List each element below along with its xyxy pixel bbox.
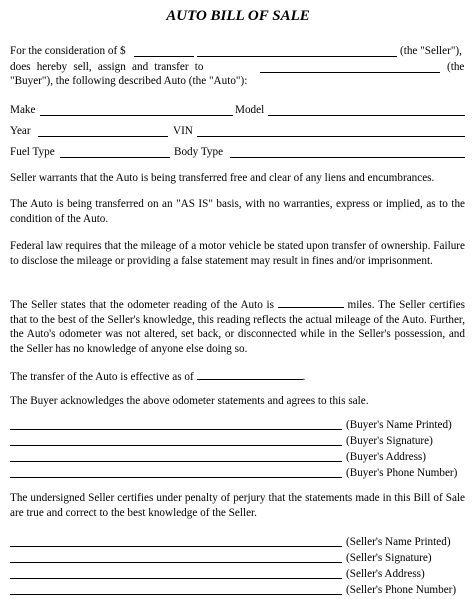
model-label: Model (235, 104, 265, 116)
effective-date-field[interactable] (197, 368, 303, 380)
transfer-label: does hereby sell, assign and transfer to (10, 61, 204, 73)
seller-signature-line[interactable] (10, 562, 342, 563)
effective-paragraph: The transfer of the Auto is effective as of . (10, 368, 465, 385)
certify-paragraph: The undersigned Seller certifies under penalty of perjury that the statements made in this Bill of Sale are true and correct to the best knowledge of the Seller. (10, 492, 465, 519)
auto-description-label: "Buyer"), the following described Auto (the "Auto"): (10, 75, 248, 87)
odometer-text-start: The Seller states that the odometer reading of the Auto is (10, 299, 275, 311)
odometer-reading-field[interactable] (278, 296, 344, 308)
consideration-line-2 (10, 60, 465, 75)
year-vin-row (10, 124, 465, 139)
vin-label: VIN (173, 125, 193, 137)
buyer-signature-line[interactable] (10, 445, 342, 446)
year-field[interactable] (38, 136, 168, 137)
price-field[interactable] (134, 56, 194, 57)
vin-field[interactable] (197, 136, 465, 137)
buyer-name-printed-label: (Buyer's Name Printed) (346, 419, 452, 431)
consideration-label: For the consideration of $ (10, 45, 126, 57)
buyer-signature-label: (Buyer's Signature) (346, 435, 433, 447)
fuel-body-row (10, 145, 465, 160)
buyer-address-line[interactable] (10, 461, 342, 462)
make-field[interactable] (40, 115, 233, 116)
buyer-name-field[interactable] (260, 72, 440, 73)
seller-phone-label: (Seller's Phone Number) (346, 584, 457, 596)
year-label: Year (10, 125, 31, 137)
seller-name-printed-line[interactable] (10, 546, 342, 547)
odometer-paragraph (10, 296, 465, 356)
make-label: Make (10, 104, 36, 116)
fuel-type-field[interactable] (60, 157, 170, 158)
consideration-line-1 (10, 44, 465, 59)
odometer-text-end: miles. The Seller certifies that to the best of the Seller's knowledge, this reading reflects the actual mileage of the Auto. Further, the Auto's odometer was not altered, set back, or disconnected while in the Seller's possession, and the Seller has no knowledge of anyone else doing so. (10, 299, 466, 355)
seller-name-printed-label: (Seller's Name Printed) (346, 536, 451, 548)
seller-signature-label: (Seller's Signature) (346, 552, 432, 564)
make-model-row (10, 103, 465, 118)
seller-phone-line[interactable] (10, 594, 342, 595)
buyer-name-printed-line[interactable] (10, 429, 342, 430)
federal-law-paragraph: Federal law requires that the mileage of a motor vehicle be stated upon transfer of ownership. Failure to disclose the mileage or providing a false statement may result in fines and/or imprisonment. (10, 240, 465, 267)
buyer-phone-line[interactable] (10, 477, 342, 478)
effective-text: The transfer of the Auto is effective as of (10, 371, 194, 383)
body-type-field[interactable] (230, 157, 465, 158)
seller-name-field[interactable] (197, 56, 397, 57)
seller-label: (the "Seller"), (400, 45, 462, 57)
seller-address-line[interactable] (10, 578, 342, 579)
buyer-label-start: (the (447, 61, 465, 73)
acknowledge-paragraph: The Buyer acknowledges the above odometer statements and agrees to this sale. (10, 395, 369, 407)
document-title: AUTO BILL OF SALE (166, 8, 310, 24)
as-is-paragraph: The Auto is being transferred on an "AS IS" basis, with no warranties, express or implied, as to the condition of the Auto. (10, 198, 465, 225)
model-field[interactable] (268, 115, 465, 116)
warranty-paragraph: Seller warrants that the Auto is being transferred free and clear of any liens and encumbrances. (10, 172, 435, 184)
buyer-phone-label: (Buyer's Phone Number) (346, 467, 458, 479)
seller-address-label: (Seller's Address) (346, 568, 425, 580)
body-type-label: Body Type (174, 146, 224, 158)
buyer-address-label: (Buyer's Address) (346, 451, 427, 463)
fuel-type-label: Fuel Type (10, 146, 55, 158)
consideration-line-3 (10, 74, 465, 89)
